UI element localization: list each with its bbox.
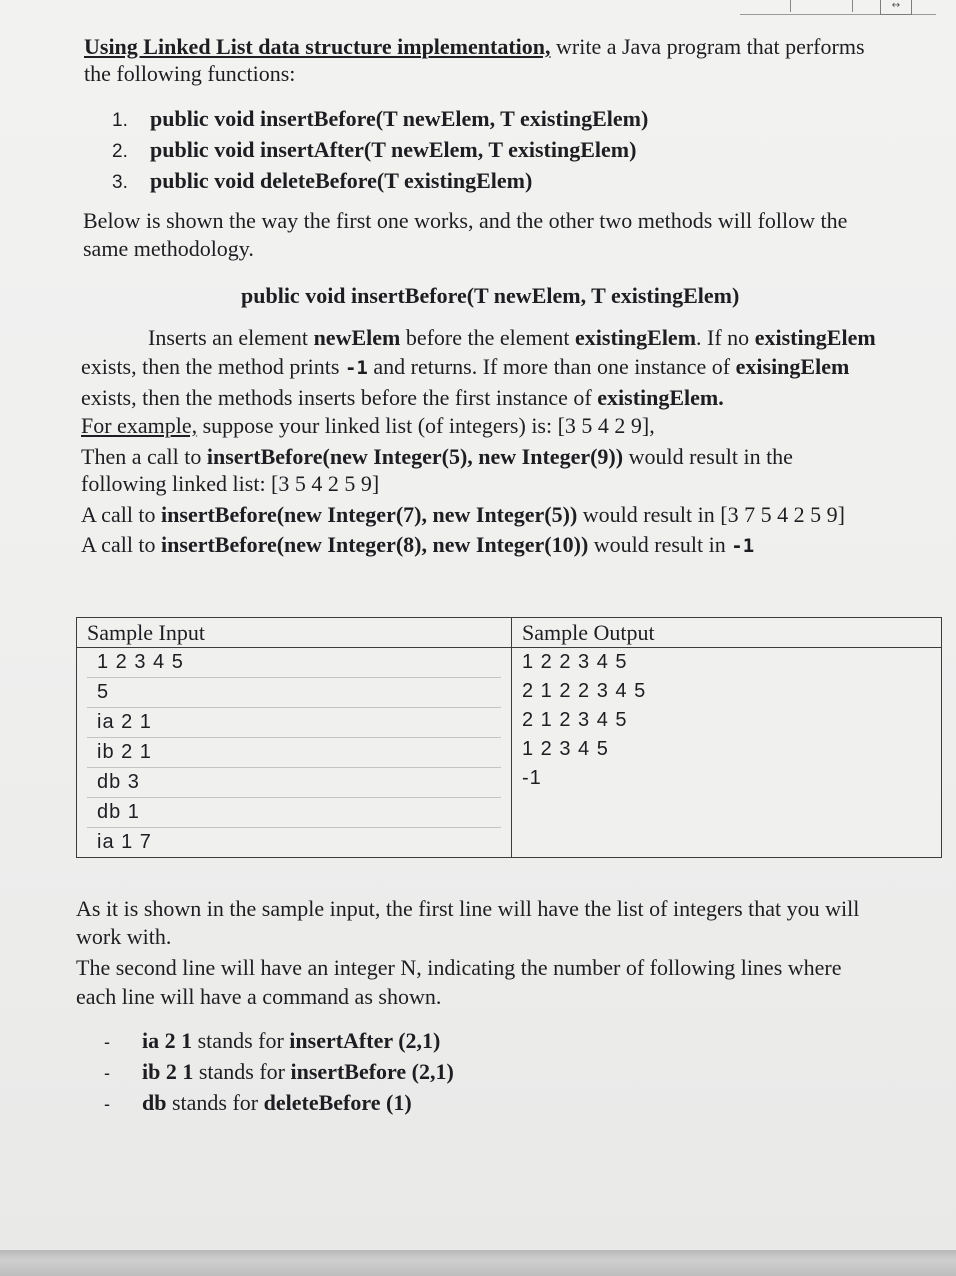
sample-input-line: ia 2 1 — [87, 708, 501, 738]
list-item: - ia 2 1 stands for insertAfter (2,1) — [104, 1028, 441, 1053]
desc-line-1: Inserts an element newElem before the element existingElem. If no existingElem — [148, 325, 876, 350]
sample-input-line: ia 1 7 — [97, 831, 152, 853]
intro-title: Using Linked List data structure implementation, — [84, 34, 551, 59]
explain-line-1: As it is shown in the sample input, the first line will have the list of integers that you will — [76, 896, 860, 921]
sample-output-header: Sample Output — [512, 618, 942, 648]
sample-output-line: 1 2 3 4 5 — [522, 738, 609, 760]
sample-input-line: db 3 — [87, 768, 501, 798]
sample-output-line: 2 1 2 2 3 4 5 — [522, 680, 647, 702]
command-list — [104, 1026, 454, 1119]
sample-output-line: 2 1 2 3 4 5 — [522, 709, 628, 731]
desc-line-6: following linked list: [3 5 4 2 5 9] — [81, 471, 380, 496]
explain-line-3: The second line will have an integer N, indicating the number of following lines where — [76, 955, 842, 980]
sample-input-line: 5 — [87, 678, 501, 708]
list-item: 3. public void deleteBefore(T existingElem) — [112, 168, 533, 193]
method-heading: public void insertBefore(T newElem, T existingElem) — [241, 283, 740, 308]
desc-line-8: A call to insertBefore(new Integer(8), new Integer(10)) would result in -1 — [81, 532, 755, 557]
desc-line-7: A call to insertBefore(new Integer(7), new Integer(5)) would result in [3 7 5 4 2 5 9] — [81, 502, 845, 527]
sample-output-cell — [512, 648, 942, 858]
sample-input-line: 1 2 3 4 5 — [87, 648, 501, 678]
below-line-1: Below is shown the way the first one works, and the other two methods will follow the — [83, 208, 848, 233]
edge-mark — [790, 0, 791, 12]
desc-line-3: exists, then the methods inserts before the first instance of existingElem. — [81, 385, 724, 410]
list-item: - db stands for deleteBefore (1) — [104, 1090, 412, 1115]
desc-line-4: For example, suppose your linked list (of integers) is: [3 5 4 2 9], — [81, 413, 655, 438]
desc-line-5: Then a call to insertBefore(new Integer(5), new Integer(9)) would result in the — [81, 444, 793, 469]
intro-line-1: Using Linked List data structure implementation, write a Java program that performs — [84, 34, 865, 59]
desc-line-2: exists, then the method prints -1 and returns. If more than one instance of exisingElem — [81, 354, 850, 379]
list-item: 1. public void insertBefore(T newElem, T existingElem) — [112, 106, 649, 131]
intro-line-2: the following functions: — [84, 61, 296, 86]
sample-output-line: 1 2 2 3 4 5 — [522, 651, 628, 673]
sample-table — [76, 617, 942, 858]
list-item: 2. public void insertAfter(T newElem, T existingElem) — [112, 137, 637, 162]
edge-mark — [852, 0, 853, 12]
below-line-2: same methodology. — [83, 236, 254, 261]
sample-input-header: Sample Input — [77, 618, 512, 648]
sample-input-cell — [77, 648, 512, 858]
explain-line-4: each line will have a command as shown. — [76, 984, 442, 1009]
explain-line-2: work with. — [76, 924, 172, 949]
sample-input-line: db 1 — [87, 798, 501, 828]
sample-output-line: -1 — [522, 767, 542, 789]
function-list — [112, 104, 648, 197]
expand-icon: ↔ — [880, 0, 912, 15]
sample-input-line: ib 2 1 — [87, 738, 501, 768]
list-item: - ib 2 1 stands for insertBefore (2,1) — [104, 1059, 454, 1084]
bottom-bezel — [0, 1250, 956, 1276]
